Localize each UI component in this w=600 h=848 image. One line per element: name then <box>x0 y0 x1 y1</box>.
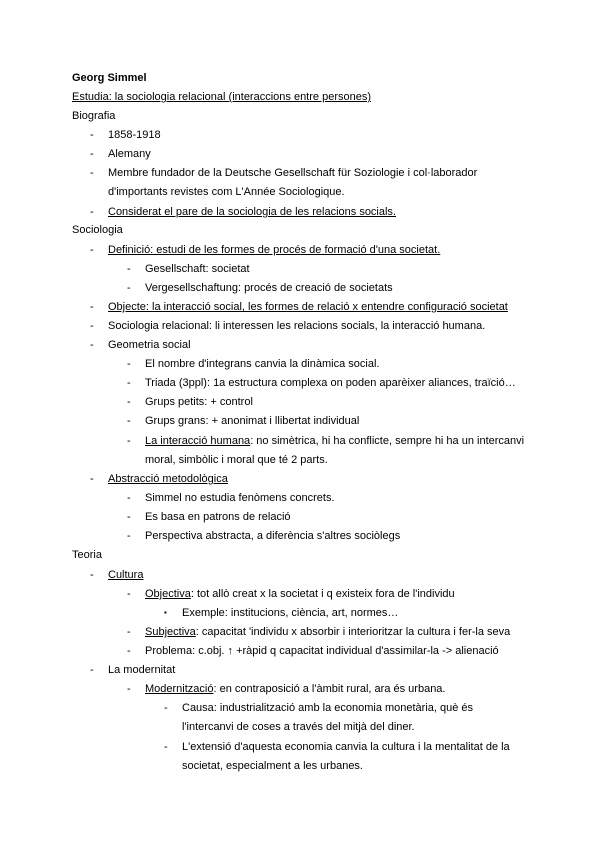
abs-sub: Simmel no estudia fenòmens concrets. <box>145 492 335 504</box>
geo-sub: Grups petits: + control <box>145 396 253 408</box>
bio-item: Considerat el pare de la sociologia de les relacions socials. <box>108 206 396 218</box>
bullet-dash: - <box>164 702 168 714</box>
heading-teoria: Teoria <box>72 549 102 561</box>
geo-interaccio-cont: moral, simbòlic i moral que té 2 parts. <box>145 454 328 466</box>
subjectiva-rest: : capacitat 'individu x absorbir i interioritzar la cultura i fer-la seva <box>195 626 511 638</box>
geo-sub: Grups grans: + anonimat i llibertat individual <box>145 415 360 427</box>
soc-objecte: Objecte: la interacció social, les formes de relació x entendre configuració societat <box>108 301 508 313</box>
objectiva-rest: : tot allò creat x la societat i q existeix fora de l'individu <box>190 588 455 600</box>
bio-item-cont: d'importants revistes com L'Année Sociologique. <box>108 186 345 198</box>
abs-sub: Es basa en patrons de relació <box>145 511 291 523</box>
interaccio-label: La interacció humana <box>145 435 251 447</box>
modernitzacio-extensio-cont: societat, especialment a les urbanes. <box>182 760 363 772</box>
bullet-dash: - <box>90 301 94 313</box>
bullet-dash: - <box>90 569 94 581</box>
bullet-dash: - <box>127 683 131 695</box>
bio-item: Membre fundador de la Deutsche Gesellschaft für Soziologie i col·laborador <box>108 167 478 179</box>
bullet-dash: - <box>127 263 131 275</box>
bullet-dash: - <box>127 645 131 657</box>
teo-modernitat: La modernitat <box>108 664 176 676</box>
bullet-dash: - <box>127 511 131 523</box>
abs-sub: Perspectiva abstracta, a diferència s'altres sociòlegs <box>145 530 401 542</box>
objectiva-label: Objectiva <box>145 588 191 600</box>
bullet-dash: - <box>90 664 94 676</box>
bullet-dash: - <box>90 148 94 160</box>
objectiva-exemple: Exemple: institucions, ciència, art, normes… <box>182 607 399 619</box>
geo-sub: El nombre d'integrans canvia la dinàmica social. <box>145 358 380 370</box>
geo-sub: Triada (3ppl): 1a estructura complexa on poden aparèixer aliances, traïció… <box>145 377 516 389</box>
soc-definicio: Definició: estudi de les formes de procés de formació d'una societat. <box>108 244 441 256</box>
modernitzacio-label: Modernització <box>145 683 214 695</box>
subjectiva-label: Subjectiva <box>145 626 196 638</box>
bullet-dash: - <box>127 415 131 427</box>
bullet-dash: - <box>127 626 131 638</box>
bullet-dash: - <box>164 741 168 753</box>
cultura-problema: Problema: c.obj. ↑ +ràpid q capacitat individual d'assimilar-la -> alienació <box>145 645 499 657</box>
bullet-dash: - <box>90 473 94 485</box>
document-subtitle: Estudia: la sociologia relacional (interaccions entre persones) <box>72 91 371 103</box>
modernitzacio-causa-cont: l'intercanvi de coses a través del mitjà del diner. <box>182 721 415 733</box>
soc-relacional: Sociologia relacional: li interessen les relacions socials, la interacció humana. <box>108 320 486 332</box>
bio-item: Alemany <box>108 148 151 160</box>
bullet-dash: - <box>90 129 94 141</box>
modernitzacio-rest: : en contraposició a l'àmbit rural, ara és urbana. <box>213 683 446 695</box>
bullet-dash: - <box>127 530 131 542</box>
modernitzacio-extensio: L'extensió d'aquesta economia canvia la cultura i la mentalitat de la <box>182 741 510 753</box>
bullet-dash: - <box>90 167 94 179</box>
bio-item: 1858-1918 <box>108 129 161 141</box>
modernitzacio <box>145 681 445 697</box>
soc-abstraccio: Abstracció metodològica <box>108 473 228 485</box>
bullet-dash: - <box>127 588 131 600</box>
bullet-dash: - <box>127 282 131 294</box>
teo-cultura: Cultura <box>108 569 144 581</box>
bullet-dash: - <box>90 320 94 332</box>
bullet-dash: - <box>127 492 131 504</box>
bullet-dash: - <box>90 206 94 218</box>
soc-def-sub: Vergesellschaftung: procés de creació de societats <box>145 282 393 294</box>
heading-biografia: Biografia <box>72 110 116 122</box>
geo-interaccio <box>145 433 524 449</box>
cultura-subjectiva <box>145 624 510 640</box>
bullet-dash: - <box>127 358 131 370</box>
cultura-objectiva <box>145 586 455 602</box>
bullet-dash: - <box>127 435 131 447</box>
soc-def-sub: Gesellschaft: societat <box>145 263 250 275</box>
bullet-dash: - <box>127 396 131 408</box>
interaccio-rest: : no simètrica, hi ha conflicte, sempre hi ha un intercanvi <box>250 435 525 447</box>
bullet-dash: - <box>127 377 131 389</box>
bullet-square: ▪ <box>164 608 167 617</box>
bullet-dash: - <box>90 339 94 351</box>
document-title: Georg Simmel <box>72 72 147 84</box>
bullet-dash: - <box>90 244 94 256</box>
soc-geometria: Geometria social <box>108 339 191 351</box>
heading-sociologia: Sociologia <box>72 224 123 236</box>
modernitzacio-causa: Causa: industrialització amb la economia monetària, què és <box>182 702 474 714</box>
